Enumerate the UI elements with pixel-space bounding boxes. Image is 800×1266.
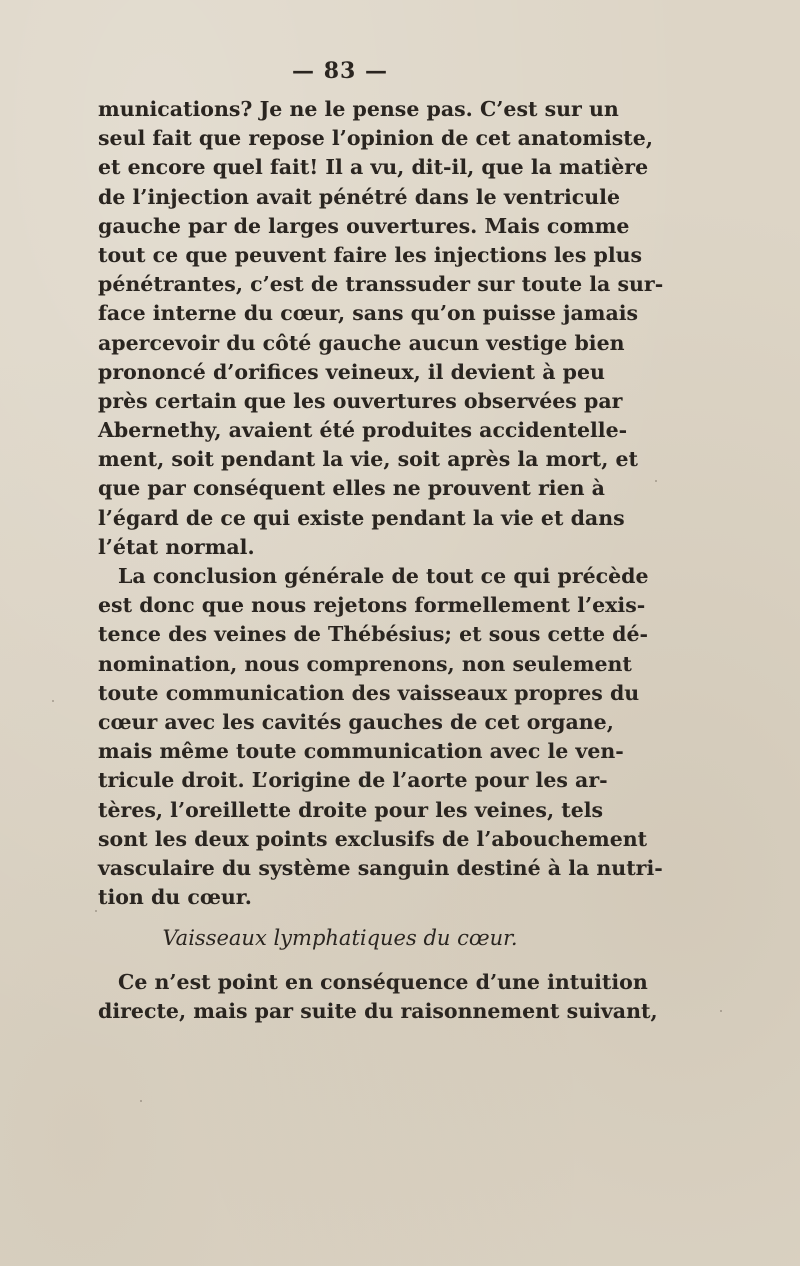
text-line: de l’injection avait pénétré dans le ventricule bbox=[98, 184, 620, 209]
text-line: l’état normal. bbox=[98, 534, 255, 559]
paper-speck bbox=[655, 480, 657, 482]
text-line: tères, l’oreillette droite pour les veines, tels bbox=[98, 797, 604, 822]
text-line: et encore quel fait! Il a vu, dit-il, que la matière bbox=[98, 155, 649, 180]
body-text bbox=[98, 95, 664, 912]
text-line: apercevoir du côté gauche aucun vestige bien bbox=[98, 330, 625, 355]
text-line: cœur avec les cavités gauches de cet organe, bbox=[98, 709, 614, 734]
text-line: gauche par de larges ouvertures. Mais comme bbox=[98, 213, 630, 238]
text-line: seul fait que repose l’opinion de cet anatomiste, bbox=[98, 126, 653, 151]
text-line: Abernethy, avaient été produites accidentelle- bbox=[98, 418, 628, 443]
text-line: tout ce que peuvent faire les injections les plus bbox=[98, 242, 643, 267]
text-line: l’égard de ce qui existe pendant la vie et dans bbox=[98, 505, 625, 530]
paper-speck bbox=[610, 190, 612, 192]
paper-speck bbox=[720, 1010, 722, 1012]
text-line: mais même toute communication avec le ven- bbox=[98, 739, 624, 764]
text-line: pénétrantes, c’est de transsuder sur toute la sur- bbox=[98, 272, 664, 297]
paper-speck bbox=[95, 910, 97, 912]
text-line: face interne du cœur, sans qu’on puisse jamais bbox=[98, 301, 639, 326]
text-line: est donc que nous rejetons formellement l’exis- bbox=[98, 593, 646, 618]
text-line: prononcé d’orifices veineux, il devient à peu bbox=[98, 359, 605, 384]
text-line: munications? Je ne le pense pas. C’est sur un bbox=[98, 97, 619, 121]
text-line: Ce n’est point en conséquence d’une intuition bbox=[118, 970, 648, 994]
text-line: nomination, nous comprenons, non seulement bbox=[98, 651, 632, 676]
body-text bbox=[98, 968, 658, 1026]
paper-speck bbox=[140, 1100, 142, 1102]
text-line: vasculaire du système sanguin destiné à la nutri- bbox=[98, 855, 663, 880]
paper-speck bbox=[52, 700, 54, 702]
text-line: tence des veines de Thébésius; et sous cette dé- bbox=[98, 622, 649, 647]
text-line: que par conséquent elles ne prouvent rien à bbox=[98, 476, 605, 501]
text-line: tion du cœur. bbox=[98, 885, 252, 910]
text-line: ment, soit pendant la vie, soit après la mort, et bbox=[98, 447, 638, 472]
text-line: toute communication des vaisseaux propres du bbox=[98, 680, 640, 705]
text-line: La conclusion générale de tout ce qui précède bbox=[118, 564, 649, 588]
text-line: tricule droit. L’origine de l’aorte pour les ar- bbox=[98, 768, 608, 793]
text-line: directe, mais par suite du raisonnement suivant, bbox=[98, 999, 658, 1024]
text-line: sont les deux points exclusifs de l’abouchement bbox=[98, 826, 648, 851]
section-heading: Vaisseaux lymphatiques du cœur. bbox=[162, 926, 518, 950]
text-line: près certain que les ouvertures observées par bbox=[98, 388, 623, 413]
page-number: — 83 — bbox=[292, 58, 388, 84]
